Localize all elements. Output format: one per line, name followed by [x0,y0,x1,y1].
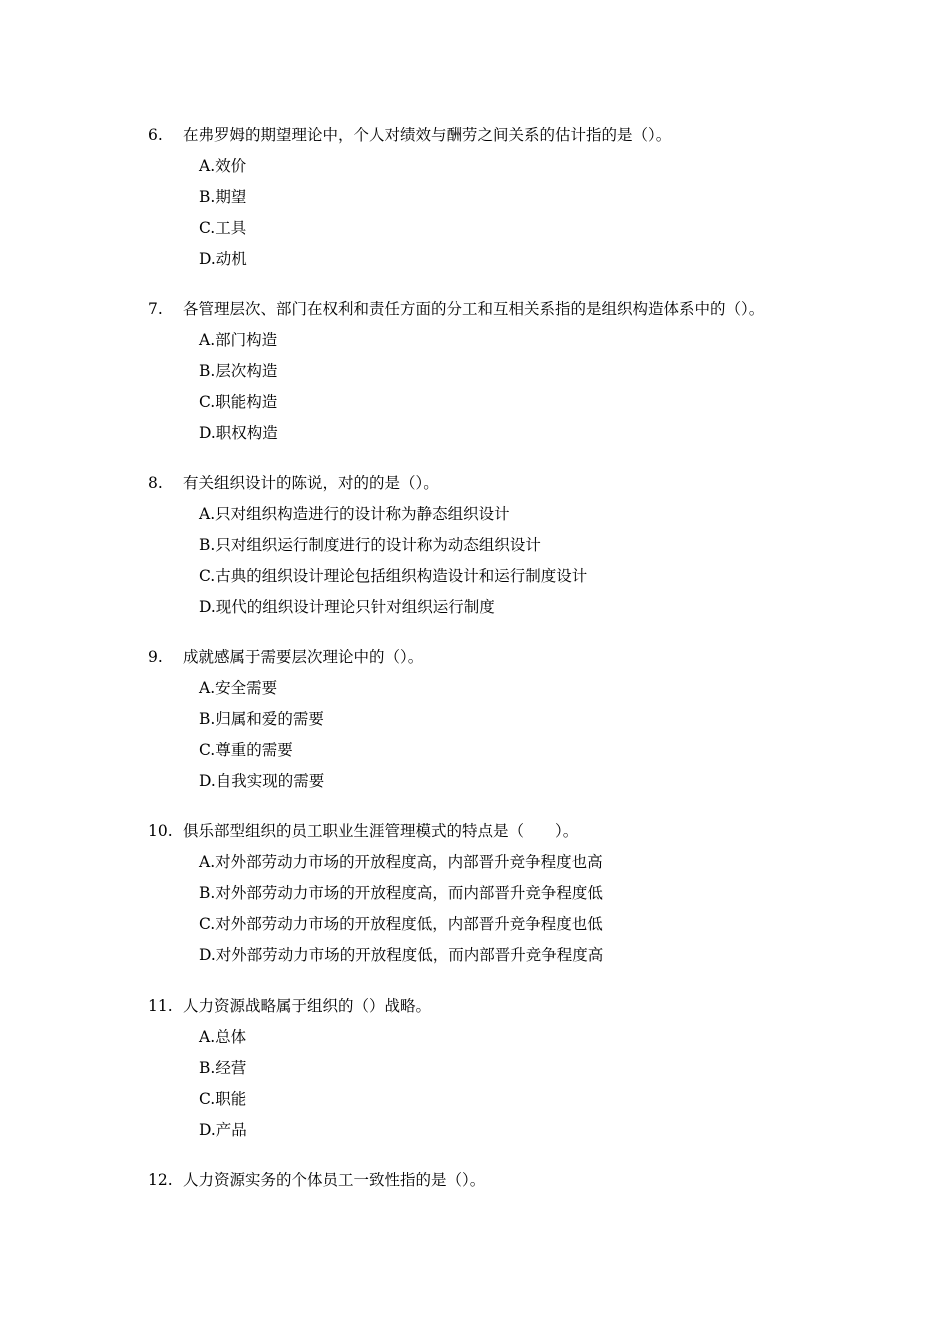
option-d: D.动机 [199,250,247,268]
question-text: 各管理层次、部门在权利和责任方面的分工和互相关系指的是组织构造体系中的（）。 [183,300,765,318]
option-b: B.对外部劳动力市场的开放程度高，而内部晋升竞争程度低 [199,884,603,902]
question-number: 9. [148,648,163,666]
question-12 [148,1165,848,1196]
option-b: B.归属和爱的需要 [199,710,324,728]
option-d: D.产品 [199,1121,247,1139]
question-number: 11. [148,997,173,1015]
question-text: 俱乐部型组织的员工职业生涯管理模式的特点是（ ）。 [183,822,579,840]
question-text: 有关组织设计的陈说，对的的是（）。 [183,474,439,492]
option-b: B.层次构造 [199,362,278,380]
option-b: B.期望 [199,188,247,206]
option-c: C.职能 [199,1090,247,1108]
option-a: A.总体 [199,1028,247,1046]
question-number: 6. [148,126,163,144]
question-number: 8. [148,474,163,492]
question-6 [148,120,848,275]
question-9 [148,642,848,797]
option-a: A.对外部劳动力市场的开放程度高，内部晋升竞争程度也高 [199,853,603,871]
option-d: D.现代的组织设计理论只针对组织运行制度 [199,598,495,616]
option-c: C.工具 [199,219,247,237]
question-10 [148,816,848,971]
question-7 [148,294,848,449]
question-number: 12. [148,1171,173,1189]
question-number: 10. [148,822,173,840]
option-d: D.职权构造 [199,424,278,442]
option-b: B.只对组织运行制度进行的设计称为动态组织设计 [199,536,541,554]
question-text: 在弗罗姆的期望理论中，个人对绩效与酬劳之间关系的估计指的是（）。 [183,126,672,144]
question-text: 成就感属于需要层次理论中的（）。 [183,648,424,666]
option-c: C.古典的组织设计理论包括组织构造设计和运行制度设计 [199,567,588,585]
option-d: D.自我实现的需要 [199,772,325,790]
option-a: A.只对组织构造进行的设计称为静态组织设计 [199,505,510,523]
question-text: 人力资源实务的个体员工一致性指的是（）。 [183,1171,486,1189]
option-c: C.职能构造 [199,393,278,411]
question-number: 7. [148,300,163,318]
option-b: B.经营 [199,1059,247,1077]
option-a: A.安全需要 [199,679,278,697]
question-text: 人力资源战略属于组织的（）战略。 [183,997,432,1015]
option-a: A.效价 [199,157,247,175]
option-a: A.部门构造 [199,331,278,349]
question-8 [148,468,848,623]
option-d: D.对外部劳动力市场的开放程度低，而内部晋升竞争程度高 [199,946,604,964]
option-c: C.对外部劳动力市场的开放程度低，内部晋升竞争程度也低 [199,915,603,933]
question-11 [148,991,848,1146]
option-c: C.尊重的需要 [199,741,293,759]
